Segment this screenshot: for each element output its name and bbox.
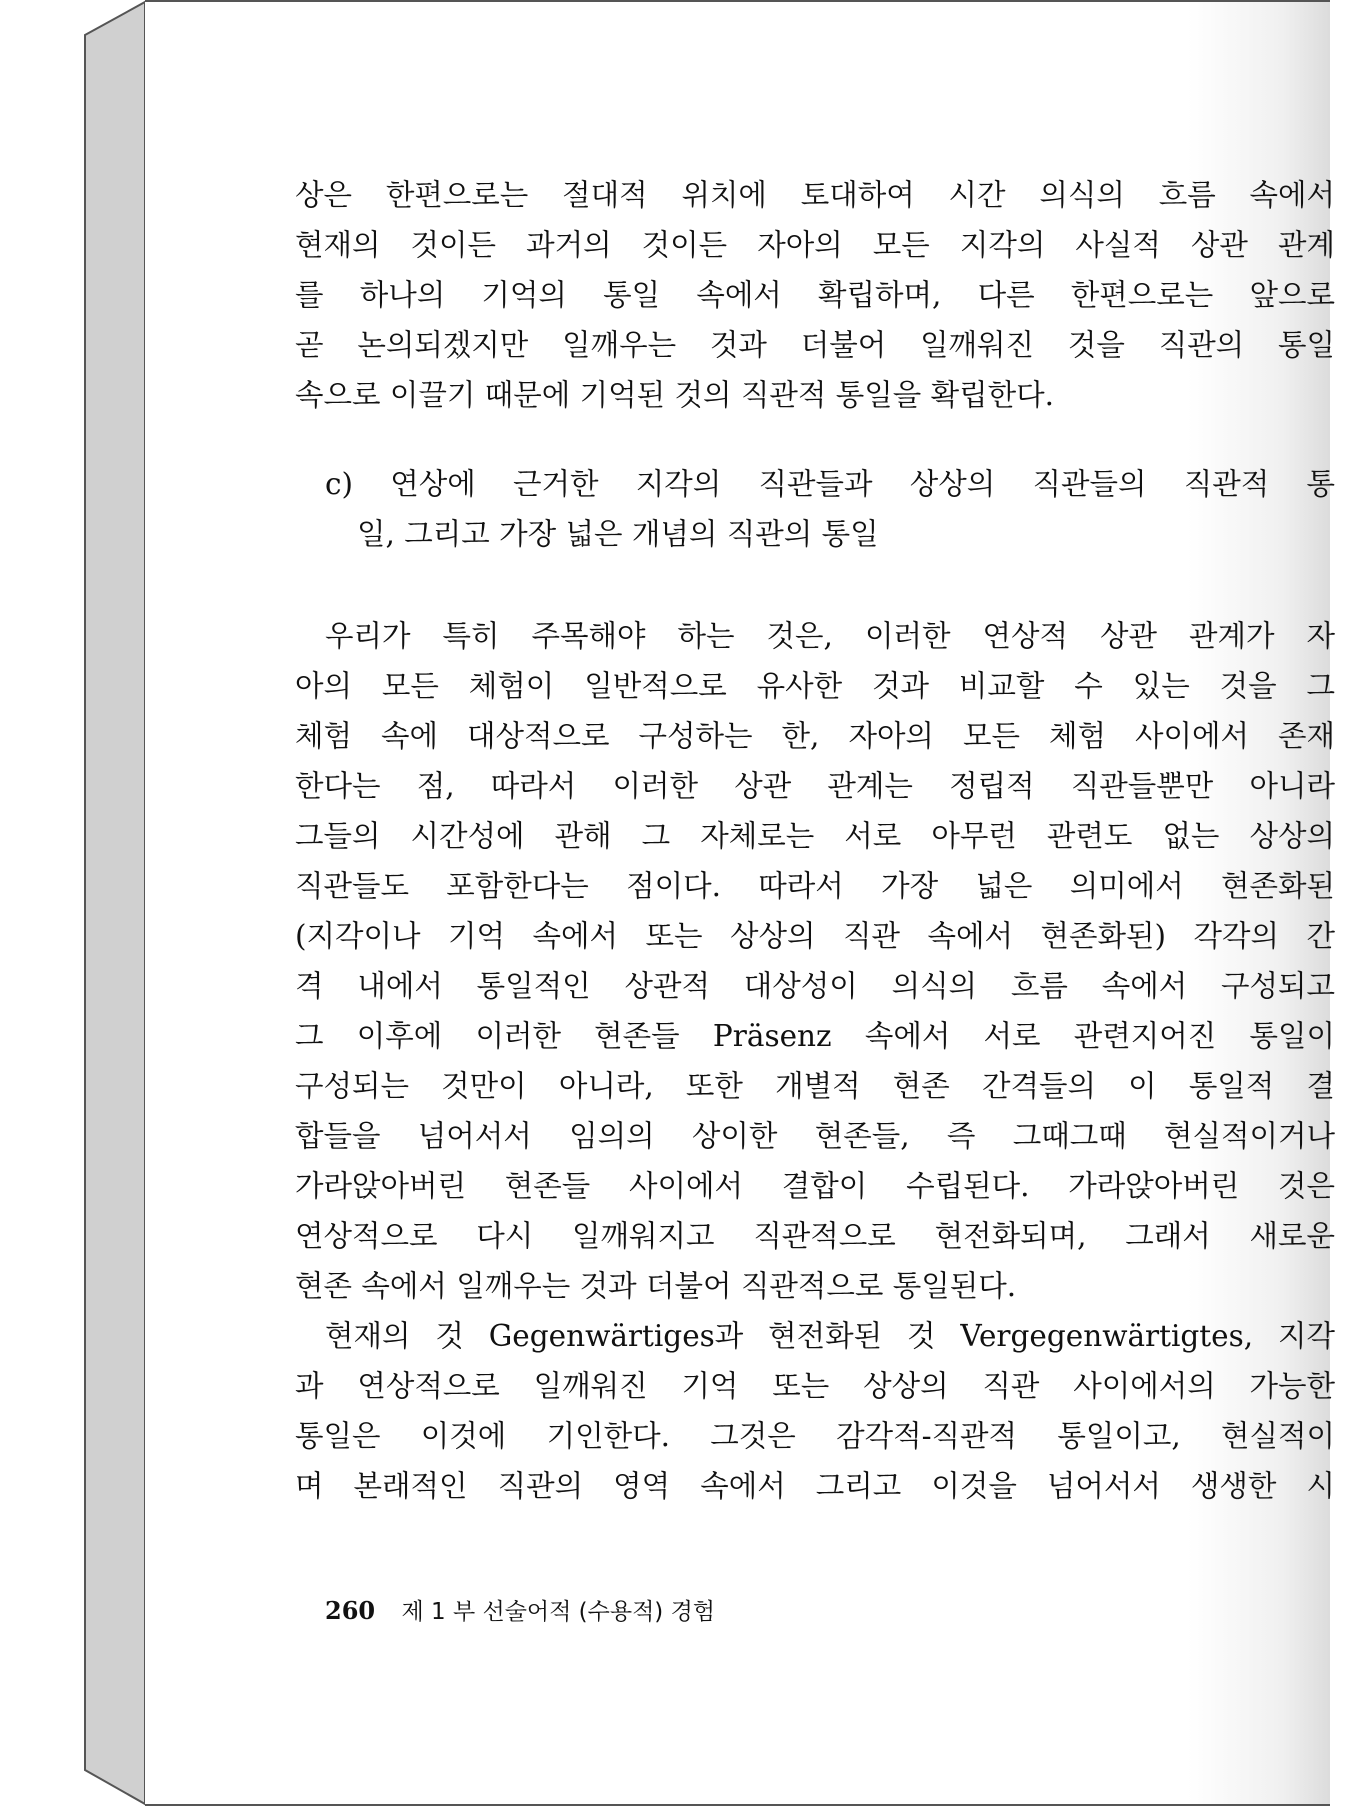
text-line: 연상적으로 다시 일깨워지고 직관적으로 현전화되며, 그래서 새로운 xyxy=(295,1219,1335,1253)
text-line: 아의 모든 체험이 일반적으로 유사한 것과 비교할 수 있는 것을 그 xyxy=(295,669,1335,703)
section-heading xyxy=(295,459,1335,559)
text-line: 그 이후에 이러한 현존들 Präsenz 속에서 서로 관련지어진 통일이 xyxy=(295,1019,1335,1053)
running-title: 제 1 부 선술어적 (수용적) 경험 xyxy=(401,1599,716,1625)
text-line: 현재의 것 Gegenwärtiges과 현전화된 것 Vergegenwärtigtes, 지각 xyxy=(325,1319,1335,1353)
text-line: (지각이나 기억 속에서 또는 상상의 직관 속에서 현존화된) 각각의 간 xyxy=(295,919,1335,953)
text-line: 상은 한편으로는 절대적 위치에 토대하여 시간 의식의 흐름 속에서 xyxy=(295,178,1335,212)
paragraph-3 xyxy=(295,1311,1335,1511)
page-number: 260 xyxy=(325,1596,376,1625)
paragraph-1 xyxy=(295,170,1335,420)
text-line: 한다는 점, 따라서 이러한 상관 관계는 정립적 직관들뿐만 아니라 xyxy=(295,769,1335,803)
text-line: 가라앉아버린 현존들 사이에서 결합이 수립된다. 가라앉아버린 것은 xyxy=(295,1169,1335,1203)
text-line: 합들을 넘어서서 임의의 상이한 현존들, 즉 그때그때 현실적이거나 xyxy=(295,1119,1335,1153)
text-line: 곧 논의되겠지만 일깨우는 것과 더불어 일깨워진 것을 직관의 통일 xyxy=(295,328,1335,362)
text-line: 현존 속에서 일깨우는 것과 더불어 직관적으로 통일된다. xyxy=(295,1269,1017,1303)
text-line: 속으로 이끌기 때문에 기억된 것의 직관적 통일을 확립한다. xyxy=(295,378,1054,412)
text-line: 며 본래적인 직관의 영역 속에서 그리고 이것을 넘어서서 생생한 시 xyxy=(295,1469,1335,1503)
text-line: 직관들도 포함한다는 점이다. 따라서 가장 넓은 의미에서 현존화된 xyxy=(295,869,1335,903)
heading-line: 일, 그리고 가장 넓은 개념의 직관의 통일 xyxy=(357,517,879,551)
book-page xyxy=(145,0,1335,1806)
text-line: 를 하나의 기억의 통일 속에서 확립하며, 다른 한편으로는 앞으로 xyxy=(295,278,1335,312)
text-line: 통일은 이것에 기인한다. 그것은 감각적-직관적 통일이고, 현실적이 xyxy=(295,1419,1335,1453)
text-line: 과 연상적으로 일깨워진 기억 또는 상상의 직관 사이에서의 가능한 xyxy=(295,1369,1335,1403)
text-line: 현재의 것이든 과거의 것이든 자아의 모든 지각의 사실적 상관 관계 xyxy=(295,228,1335,262)
text-line: 우리가 특히 주목해야 하는 것은, 이러한 연상적 상관 관계가 자 xyxy=(325,619,1335,653)
heading-line: c) 연상에 근거한 지각의 직관들과 상상의 직관들의 직관적 통 xyxy=(325,467,1335,501)
text-line: 체험 속에 대상적으로 구성하는 한, 자아의 모든 체험 사이에서 존재 xyxy=(295,719,1335,753)
page-body xyxy=(295,170,1335,1511)
page-footer xyxy=(325,1593,715,1626)
paragraph-2 xyxy=(295,611,1335,1311)
text-line: 격 내에서 통일적인 상관적 대상성이 의식의 흐름 속에서 구성되고 xyxy=(295,969,1335,1003)
text-line: 그들의 시간성에 관해 그 자체로는 서로 아무런 관련도 없는 상상의 xyxy=(295,819,1335,853)
text-line: 구성되는 것만이 아니라, 또한 개별적 현존 간격들의 이 통일적 결 xyxy=(295,1069,1335,1103)
